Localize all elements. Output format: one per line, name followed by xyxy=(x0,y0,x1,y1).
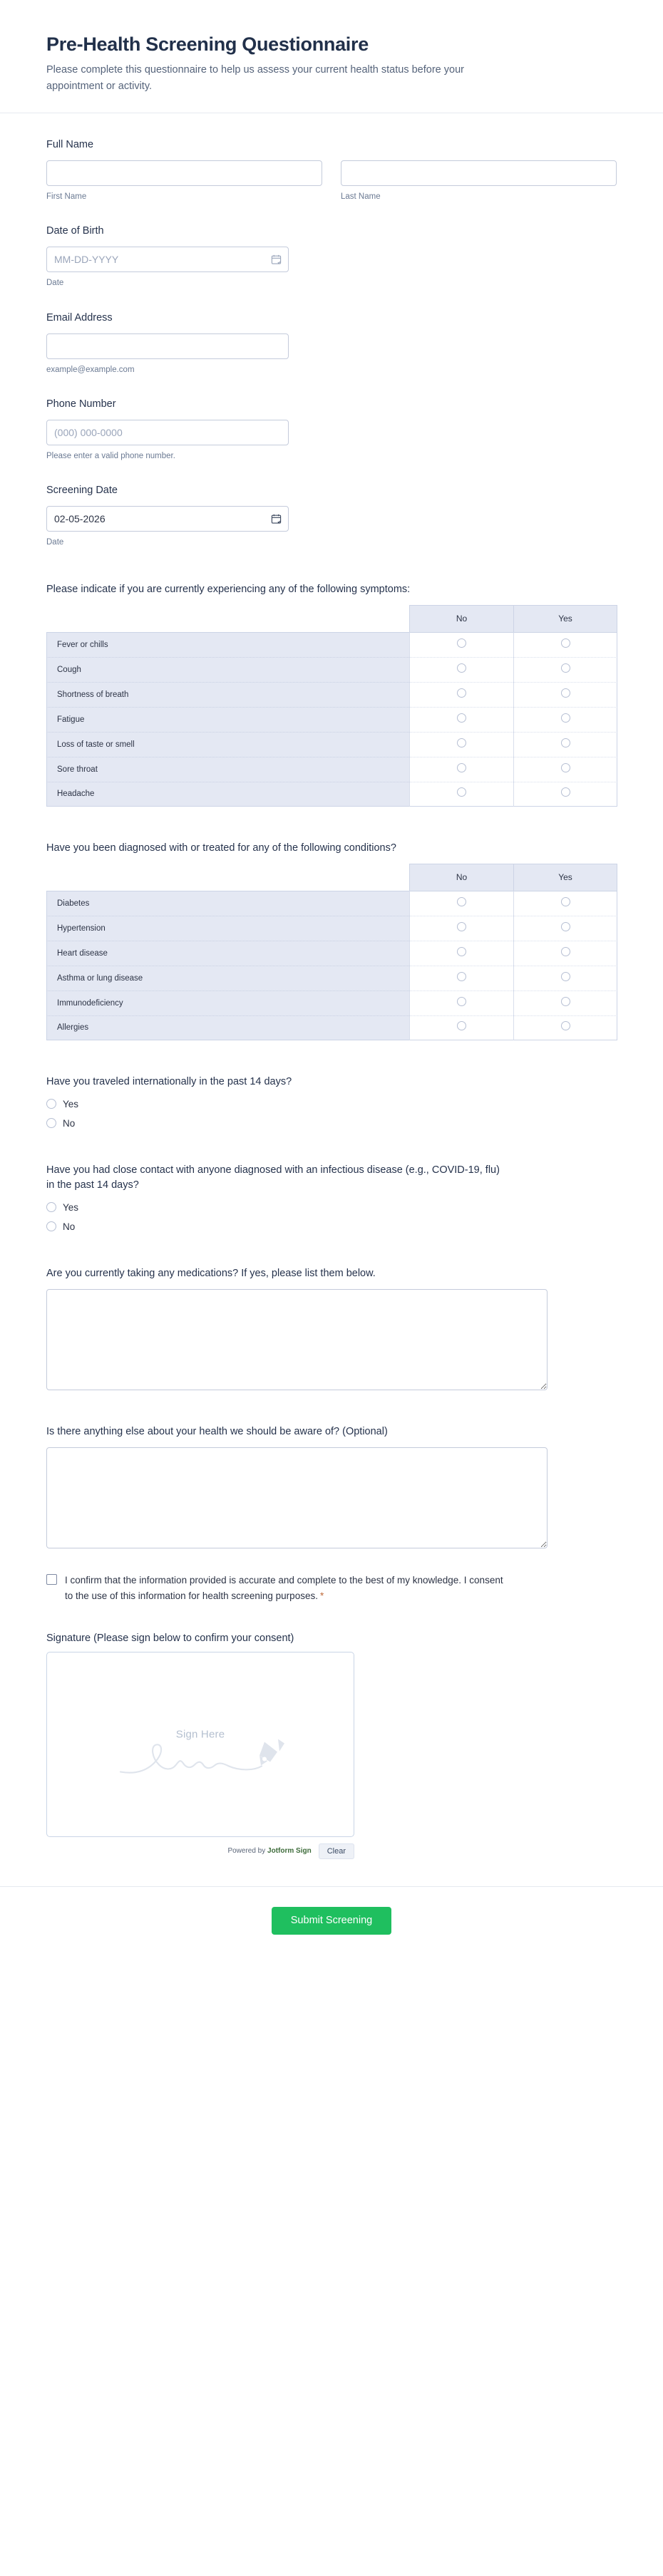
table-row xyxy=(46,916,617,941)
medications-label: Are you currently taking any medications? If yes, please list them below. xyxy=(46,1267,376,1279)
radio-cell-no[interactable] xyxy=(409,707,513,732)
powered-brand: Jotform Sign xyxy=(267,1847,312,1856)
radio-cell-no[interactable] xyxy=(409,966,513,990)
radio-icon[interactable] xyxy=(457,688,466,698)
conditions-matrix-block xyxy=(46,841,617,1040)
matrix-row-label: Asthma or lung disease xyxy=(46,966,409,990)
matrix-row-label: Heart disease xyxy=(46,941,409,966)
form-header xyxy=(0,0,663,113)
radio-icon[interactable] xyxy=(457,638,466,648)
radio-icon[interactable] xyxy=(561,947,570,956)
symptoms-matrix-body xyxy=(46,632,617,807)
email-label: Email Address xyxy=(46,311,113,324)
radio-icon[interactable] xyxy=(457,972,466,981)
table-row xyxy=(46,682,617,707)
date-of-birth-sublabel: Date xyxy=(46,279,64,288)
last-name-sublabel: Last Name xyxy=(341,192,381,202)
radio-cell-yes[interactable] xyxy=(513,657,617,682)
matrix-row-label: Allergies xyxy=(46,1015,409,1040)
matrix-column-header-no: No xyxy=(409,605,513,632)
matrix-column-header-no: No xyxy=(409,864,513,891)
first-name-sublabel: First Name xyxy=(46,192,87,202)
radio-cell-yes[interactable] xyxy=(513,757,617,782)
signature-pad[interactable] xyxy=(46,1652,354,1837)
travel-options xyxy=(46,1099,617,1129)
radio-cell-no[interactable] xyxy=(409,891,513,916)
first-name-input[interactable] xyxy=(46,160,322,186)
matrix-row-label: Headache xyxy=(46,782,409,807)
travel-question-label: Have you traveled internationally in the past 14 days? xyxy=(46,1075,292,1087)
radio-icon[interactable] xyxy=(457,713,466,723)
form-body xyxy=(0,113,663,1858)
signature-placeholder-graphic xyxy=(115,1719,286,1781)
radio-icon[interactable] xyxy=(561,972,570,981)
matrix-row-label: Hypertension xyxy=(46,916,409,941)
radio-cell-yes[interactable] xyxy=(513,941,617,966)
table-row xyxy=(46,757,617,782)
radio-icon[interactable] xyxy=(457,947,466,956)
matrix-row-label: Sore throat xyxy=(46,757,409,782)
signature-label: Signature (Please sign below to confirm your consent) xyxy=(46,1632,294,1644)
matrix-row-label: Fatigue xyxy=(46,707,409,732)
radio-cell-yes[interactable] xyxy=(513,632,617,657)
radio-icon[interactable] xyxy=(457,787,466,797)
matrix-row-label: Loss of taste or smell xyxy=(46,732,409,757)
field-email xyxy=(46,311,617,376)
radio-icon[interactable] xyxy=(457,897,466,906)
submit-button[interactable]: Submit Screening xyxy=(272,1907,391,1935)
field-medications xyxy=(46,1266,617,1390)
radio-icon[interactable] xyxy=(561,688,570,698)
consent-block xyxy=(46,1573,617,1604)
radio-cell-yes[interactable] xyxy=(513,966,617,990)
radio-cell-no[interactable] xyxy=(409,657,513,682)
radio-cell-yes[interactable] xyxy=(513,916,617,941)
radio-cell-no[interactable] xyxy=(409,916,513,941)
matrix-row-label: Diabetes xyxy=(46,891,409,916)
contact-options xyxy=(46,1202,617,1232)
radio-option-label: No xyxy=(63,1221,76,1232)
radio-icon[interactable] xyxy=(561,713,570,723)
radio-icon[interactable] xyxy=(457,1021,466,1030)
contact-question-label: Have you had close contact with anyone diagnosed with an infectious disease (e.g., COVID-19, flu) in the past 14 days? xyxy=(46,1164,500,1191)
conditions-matrix-question: Have you been diagnosed with or treated for any of the following conditions? xyxy=(46,842,396,854)
radio-icon[interactable] xyxy=(561,763,570,772)
phone-field[interactable] xyxy=(46,420,289,445)
radio-option-travel-no[interactable] xyxy=(46,1118,617,1129)
radio-option-contact-yes[interactable] xyxy=(46,1202,617,1213)
radio-cell-no[interactable] xyxy=(409,682,513,707)
radio-option-label: Yes xyxy=(63,1201,79,1213)
screening-date-label: Screening Date xyxy=(46,484,118,496)
conditions-matrix-table xyxy=(46,864,617,1040)
signature-placeholder-text: Sign Here xyxy=(175,1728,225,1741)
date-of-birth-label: Date of Birth xyxy=(46,225,104,237)
radio-icon[interactable] xyxy=(561,997,570,1006)
email-sublabel: example@example.com xyxy=(46,365,135,374)
radio-option-label: No xyxy=(63,1117,76,1129)
powered-prefix: Powered by xyxy=(227,1847,268,1856)
field-phone xyxy=(46,397,617,462)
radio-option-travel-yes[interactable] xyxy=(46,1099,617,1109)
page-subtitle: Please complete this questionnaire to help us assess your current health status before your appointment or activity. xyxy=(46,64,464,92)
radio-option-label: Yes xyxy=(63,1098,79,1109)
symptoms-matrix-block xyxy=(46,582,617,807)
radio-icon[interactable] xyxy=(561,738,570,748)
matrix-header-row xyxy=(46,605,617,632)
matrix-row-label: Fever or chills xyxy=(46,632,409,657)
radio-icon[interactable] xyxy=(46,1202,56,1212)
radio-cell-yes[interactable] xyxy=(513,707,617,732)
full-name-label: Full Name xyxy=(46,139,94,151)
radio-cell-yes[interactable] xyxy=(513,782,617,807)
field-date-of-birth xyxy=(46,224,617,289)
table-row xyxy=(46,782,617,807)
matrix-row-label: Immunodeficiency xyxy=(46,990,409,1015)
radio-cell-no[interactable] xyxy=(409,1015,513,1040)
radio-cell-no[interactable] xyxy=(409,941,513,966)
field-full-name xyxy=(46,138,617,202)
field-travel-question xyxy=(46,1075,617,1129)
phone-sublabel: Please enter a valid phone number. xyxy=(46,451,175,460)
screening-date-input[interactable] xyxy=(46,506,289,532)
phone-label: Phone Number xyxy=(46,398,116,410)
field-signature xyxy=(46,1633,617,1859)
table-row xyxy=(46,990,617,1015)
radio-cell-no[interactable] xyxy=(409,782,513,807)
other-health-textarea[interactable] xyxy=(46,1447,548,1548)
table-row xyxy=(46,632,617,657)
radio-icon[interactable] xyxy=(46,1118,56,1128)
radio-icon[interactable] xyxy=(561,787,570,797)
matrix-row-label: Shortness of breath xyxy=(46,682,409,707)
matrix-corner-cell xyxy=(46,864,409,891)
radio-icon[interactable] xyxy=(46,1099,56,1109)
radio-cell-no[interactable] xyxy=(409,732,513,757)
other-health-label: Is there anything else about your health we should be aware of? (Optional) xyxy=(46,1425,388,1437)
matrix-row-label: Cough xyxy=(46,657,409,682)
radio-cell-yes[interactable] xyxy=(513,682,617,707)
field-other-health xyxy=(46,1424,617,1548)
signature-footer xyxy=(46,1843,354,1859)
radio-option-contact-no[interactable] xyxy=(46,1221,617,1232)
required-marker: * xyxy=(319,1590,324,1601)
matrix-corner-cell xyxy=(46,605,409,632)
table-row xyxy=(46,966,617,990)
radio-icon[interactable] xyxy=(457,663,466,673)
table-row xyxy=(46,732,617,757)
radio-cell-no[interactable] xyxy=(409,990,513,1015)
matrix-column-header-yes: Yes xyxy=(513,864,617,891)
radio-cell-yes[interactable] xyxy=(513,891,617,916)
table-row xyxy=(46,941,617,966)
radio-icon[interactable] xyxy=(561,638,570,648)
date-of-birth-input[interactable] xyxy=(46,247,289,272)
radio-cell-yes[interactable] xyxy=(513,732,617,757)
radio-cell-no[interactable] xyxy=(409,757,513,782)
matrix-column-header-yes: Yes xyxy=(513,605,617,632)
field-screening-date xyxy=(46,483,617,548)
signature-squiggle-icon xyxy=(115,1728,286,1781)
consent-text: I confirm that the information provided is accurate and complete to the best of my knowledge. I consent to the use of this information for health screening purposes. xyxy=(65,1574,503,1601)
radio-cell-yes[interactable] xyxy=(513,990,617,1015)
screening-date-sublabel: Date xyxy=(46,537,64,547)
radio-cell-no[interactable] xyxy=(409,632,513,657)
field-contact-question xyxy=(46,1163,617,1232)
radio-icon[interactable] xyxy=(46,1221,56,1231)
email-field[interactable] xyxy=(46,333,289,359)
table-row xyxy=(46,707,617,732)
page-title: Pre-Health Screening Questionnaire xyxy=(46,33,369,55)
radio-icon[interactable] xyxy=(561,1021,570,1030)
symptoms-matrix-table xyxy=(46,605,617,807)
consent-checkbox[interactable] xyxy=(46,1574,57,1585)
last-name-input[interactable] xyxy=(341,160,617,186)
form-footer xyxy=(0,1886,663,1963)
medications-textarea[interactable] xyxy=(46,1289,548,1390)
matrix-header-row xyxy=(46,864,617,891)
pen-nib-icon xyxy=(259,1739,284,1766)
table-row xyxy=(46,657,617,682)
powered-by-label xyxy=(227,1847,311,1855)
radio-icon[interactable] xyxy=(457,922,466,931)
radio-cell-yes[interactable] xyxy=(513,1015,617,1040)
table-row xyxy=(46,891,617,916)
radio-icon[interactable] xyxy=(561,663,570,673)
radio-icon[interactable] xyxy=(561,922,570,931)
consent-text-wrapper xyxy=(65,1573,510,1604)
conditions-matrix-body xyxy=(46,891,617,1040)
symptoms-matrix-question: Please indicate if you are currently experiencing any of the following symptoms: xyxy=(46,583,411,595)
clear-signature-button[interactable]: Clear xyxy=(319,1843,354,1859)
radio-icon[interactable] xyxy=(457,763,466,772)
radio-icon[interactable] xyxy=(561,897,570,906)
radio-icon[interactable] xyxy=(457,738,466,748)
table-row xyxy=(46,1015,617,1040)
radio-icon[interactable] xyxy=(457,997,466,1006)
